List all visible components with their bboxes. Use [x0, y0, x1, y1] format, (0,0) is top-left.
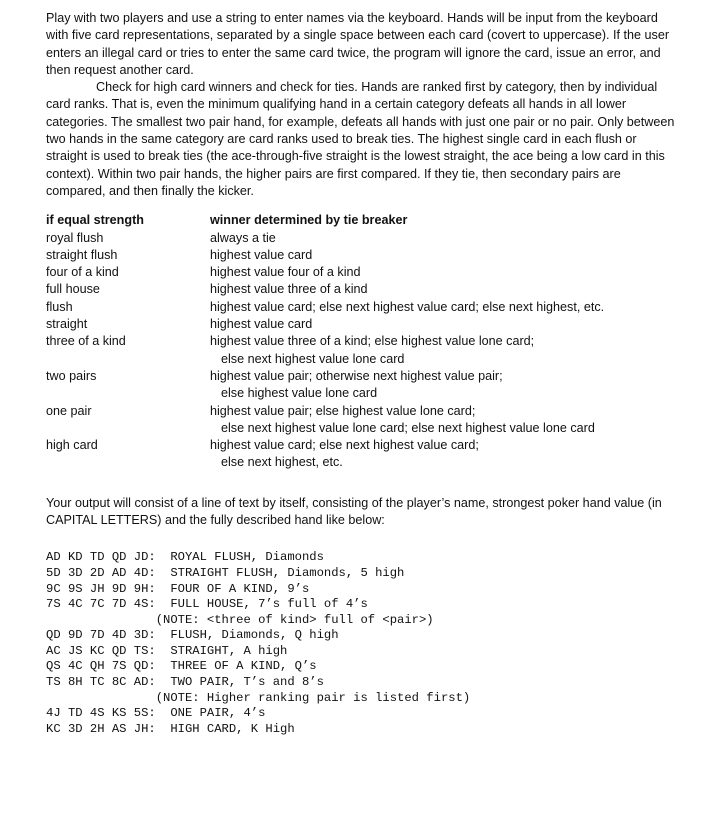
table-row [46, 299, 676, 316]
example-line: (NOTE: <three of kind> full of <pair>) [46, 612, 434, 627]
tie-breaker-rule: highest value pair; otherwise next highest value pair; [210, 368, 503, 383]
output-description [46, 495, 676, 530]
header-winner: winner determined by tie breaker [210, 213, 408, 228]
example-line: TS 8H TC 8C AD: TWO PAIR, T’s and 8’s [46, 675, 324, 690]
tie-breaker-rule: highest value pair; else highest value lone card; [210, 403, 476, 418]
hand-category: four of a kind [46, 265, 119, 280]
hand-category: three of a kind [46, 334, 126, 349]
hand-category: high card [46, 438, 98, 453]
instructions [46, 10, 676, 200]
example-line: QD 9D 7D 4D 3D: FLUSH, Diamonds, Q high [46, 628, 339, 643]
document [46, 10, 676, 737]
table-row [46, 230, 676, 247]
example-line: (NOTE: Higher ranking pair is listed first) [46, 690, 471, 705]
hand-category-empty [46, 351, 210, 368]
tie-breaker-rule: highest value four of a kind [210, 265, 361, 280]
example-line: AD KD TD QD JD: ROYAL FLUSH, Diamonds [46, 550, 324, 565]
tie-breaker-rule: highest value three of a kind [210, 282, 368, 297]
tie-breaker-rule: highest value card [210, 317, 313, 332]
hand-category: full house [46, 282, 100, 297]
example-output-block [46, 550, 676, 737]
example-line: 7S 4C 7C 7D 4S: FULL HOUSE, 7’s full of 4’s [46, 597, 368, 612]
tie-breaker-rule: always a tie [210, 230, 276, 245]
table-row [46, 281, 676, 298]
table-row [46, 420, 676, 437]
hand-category: one pair [46, 403, 92, 418]
hand-category: flush [46, 299, 73, 314]
hand-category: two pairs [46, 368, 97, 383]
tie-breaker-rule: highest value card [210, 247, 313, 262]
example-line: KC 3D 2H AS JH: HIGH CARD, K High [46, 721, 295, 736]
example-line: 4J TD 4S KS 5S: ONE PAIR, 4’s [46, 706, 266, 721]
tie-breaker-rule: highest value card; else next highest value card; [210, 438, 479, 453]
table-row [46, 333, 676, 350]
hand-category: straight [46, 317, 88, 332]
hand-category: royal flush [46, 230, 104, 245]
example-line: 5D 3D 2D AD 4D: STRAIGHT FLUSH, Diamonds, 5 high [46, 565, 405, 580]
table-row [46, 437, 676, 454]
table-row [46, 403, 676, 420]
hand-category-empty [46, 420, 210, 437]
paragraph-tie-rules: Check for high card winners and check for ties. Hands are ranked first by category, then by individual card ranks. That is, even the minimum qualifying hand in a certain category defeats all hands in all lower categories. The smallest two pair hand, for example, defeats all hands with just one pair or no pair. Only between two hands in the same category are card ranks used to break ties. The highest single card in each flush or straight is used to break ties (the ace-through-five straight is the lowest straight, the ace being a low card in this context). Within two pair hands, the higher pairs are first compared. If they tie, then secondary pairs are compared, and then finally the kicker. [46, 80, 675, 198]
header-strength: if equal strength [46, 213, 144, 228]
paragraph-input-rules: Play with two players and use a string to enter names via the keyboard. Hands will be input from the keyboard with five card representations, separated by a single space between each card (covert to uppercase). If the user enters an illegal card or tries to enter the same card twice, the program will ignore the card, issue an error, and then request another card. [46, 11, 670, 77]
example-line: QS 4C QH 7S QD: THREE OF A KIND, Q’s [46, 659, 317, 674]
tie-breaker-rule: highest value three of a kind; else highest value lone card; [210, 334, 535, 349]
table-row [46, 351, 676, 368]
tie-breaker-rule: highest value card; else next highest value card; else next highest, etc. [210, 299, 605, 314]
table-row [46, 454, 676, 471]
example-line: AC JS KC QD TS: STRAIGHT, A high [46, 643, 288, 658]
tie-breaker-rule: else highest value lone card [221, 386, 378, 401]
table-row [46, 368, 676, 385]
tie-breaker-table [46, 212, 676, 471]
tie-breaker-rule: else next highest, etc. [221, 455, 343, 470]
output-paragraph: Your output will consist of a line of text by itself, consisting of the player’s name, strongest poker hand value (in CAPITAL LETTERS) and the fully described hand like below: [46, 495, 662, 528]
table-row [46, 316, 676, 333]
tie-breaker-rule: else next highest value lone card [221, 351, 405, 366]
table-row [46, 264, 676, 281]
hand-category: straight flush [46, 247, 118, 262]
table-row [46, 385, 676, 402]
hand-category-empty [46, 385, 210, 402]
example-line: 9C 9S JH 9D 9H: FOUR OF A KIND, 9’s [46, 581, 310, 596]
table-row [46, 247, 676, 264]
hand-category-empty [46, 454, 210, 471]
tie-breaker-rule: else next highest value lone card; else next highest value lone card [221, 420, 595, 435]
table-header [46, 212, 676, 229]
